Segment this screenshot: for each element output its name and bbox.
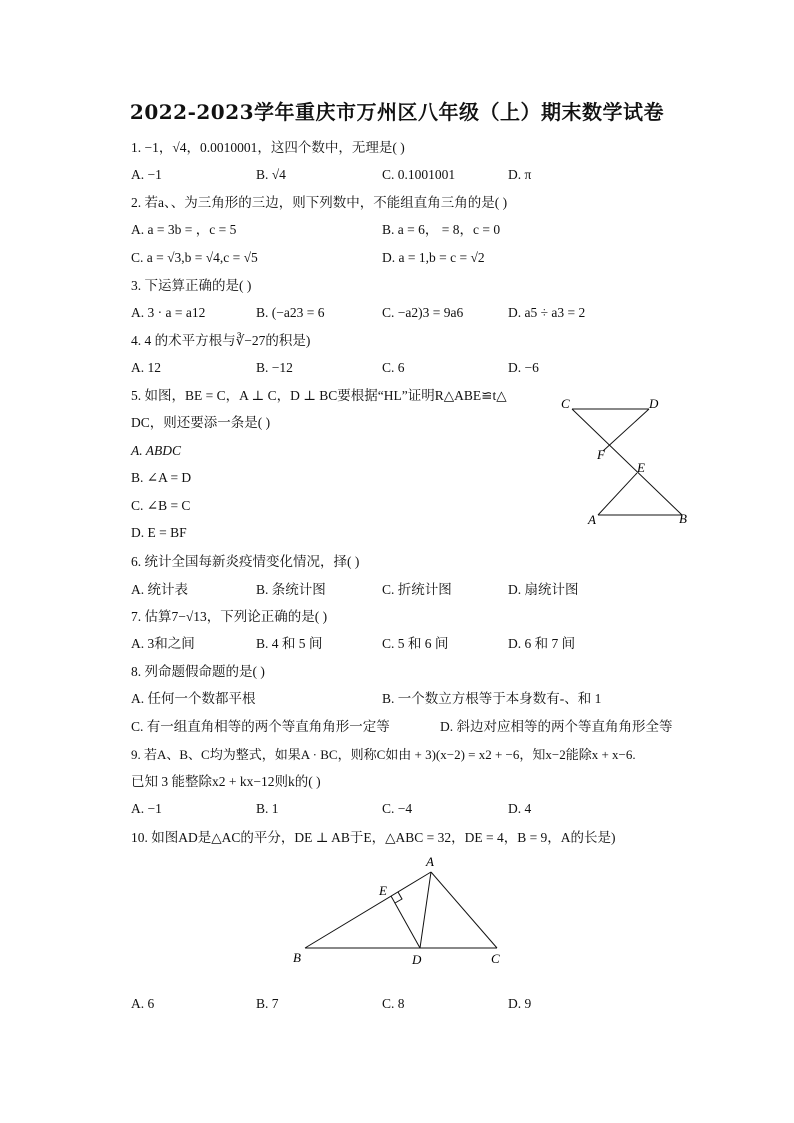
q8-option-b: B. 一个数立方根等于本身数有-、和 1 [382,691,602,706]
q10-option-a: A. 6 [131,996,155,1011]
fig10-label-b: B [293,950,301,965]
question-7: 7. 估算7−√13，下列论正确的是( ) [131,609,328,624]
q4-option-a: A. 12 [131,360,161,375]
page-title: 2022-2023学年重庆市万州区八年级（上）期末数学试卷 [129,100,665,124]
q6-option-d: D. 扇统计图 [508,582,579,597]
q7-option-b: B. 4 和 5 间 [256,636,323,651]
question-2: 2. 若a、、为三角形的三边，则下列数中，不能组直角三角的是( ) [131,195,508,210]
question-8: 8. 列命题假命题的是( ) [131,664,265,679]
q3-option-c: C. −a2)3 = 9a6 [382,305,464,320]
q5-option-b: B. ∠A = D [131,470,192,485]
q10-option-b: B. 7 [256,996,279,1011]
q2-option-a: A. a = 3b = ，c = 5 [131,222,237,237]
fig5-label-e: E [637,460,645,475]
q9-option-b: B. 1 [256,801,279,816]
question-10: 10. 如图AD是△AC的平分，DE ⊥ AB于E，△ABC = 32，DE = 4，B = 9，A的长是) [131,830,616,845]
q2-option-b: B. a = 6， = 8，c = 0 [382,222,501,237]
q2-option-c: C. a = √3,b = √4,c = √5 [131,250,258,265]
q9-option-a: A. −1 [131,801,162,816]
q5-option-c: C. ∠B = C [131,498,191,513]
fig5-label-b: B [679,511,687,526]
figure-q5 [555,392,695,530]
q1-option-b: B. √4 [256,167,286,182]
q8-option-a: A. 任何一个数都平根 [131,691,256,706]
q7-option-a: A. 3和之间 [131,636,195,651]
q3-option-b: B. (−a23 = 6 [256,305,325,320]
q6-option-c: C. 折统计图 [382,582,452,597]
fig10-label-a: A [426,854,434,869]
q8-option-c: C. 有一组直角相等的两个等直角角形一定等 [131,719,390,734]
q5-option-a: A. ABDC [131,443,181,458]
q1-option-d: D. π [508,167,532,182]
question-9: 9. 若A、B、C均为整式，如果A · BC，则称C如由 + 3)(x−2) = x2 + −6，知x−2能除x + x−6. [131,747,636,762]
q9-option-c: C. −4 [382,801,413,816]
question-6: 6. 统计全国每新炎疫情变化情况，择( ) [131,554,360,569]
question-1: 1. −1，√4，0.0010001，这四个数中，无理是( ) [131,140,405,155]
q10-option-d: D. 9 [508,996,532,1011]
question-5: 5. 如图，BE = C，A ⊥ C，D ⊥ BC要根据“HL”证明R△ABE≌t△ [131,388,507,403]
q4-option-d: D. −6 [508,360,539,375]
q9-option-d: D. 4 [508,801,532,816]
question-4: 4. 4 的术平方根与∛−27的积是) [131,333,311,348]
q3-option-a: A. 3 · a = a12 [131,305,206,320]
fig10-label-c: C [491,951,500,966]
q1-option-a: A. −1 [131,167,162,182]
q6-option-a: A. 统计表 [131,582,188,597]
q7-option-c: C. 5 和 6 间 [382,636,449,651]
q8-option-d: D. 斜边对应相等的两个等直角角形全等 [440,719,673,734]
fig5-label-d: D [649,396,659,411]
q7-option-d: D. 6 和 7 间 [508,636,576,651]
q1-option-c: C. 0.1001001 [382,167,456,182]
figure-q10 [285,850,510,975]
q5-option-d: D. E = BF [131,525,187,540]
question-3: 3. 下运算正确的是( ) [131,278,252,293]
fig5-label-a: A [588,512,596,527]
q4-option-c: C. 6 [382,360,405,375]
q2-option-d: D. a = 1,b = c = √2 [382,250,485,265]
q10-option-c: C. 8 [382,996,405,1011]
question-5-continued: DC，则还要添一条是( ) [131,415,271,430]
q3-option-d: D. a5 ÷ a3 = 2 [508,305,586,320]
question-9-continued: 已知 3 能整除x2 + kx−12则k的( ) [131,774,321,789]
fig5-label-f: F [597,447,605,462]
fig5-label-c: C [561,396,570,411]
q6-option-b: B. 条统计图 [256,582,326,597]
fig10-label-d: D [412,952,422,967]
fig10-label-e: E [379,883,387,898]
q4-option-b: B. −12 [256,360,293,375]
